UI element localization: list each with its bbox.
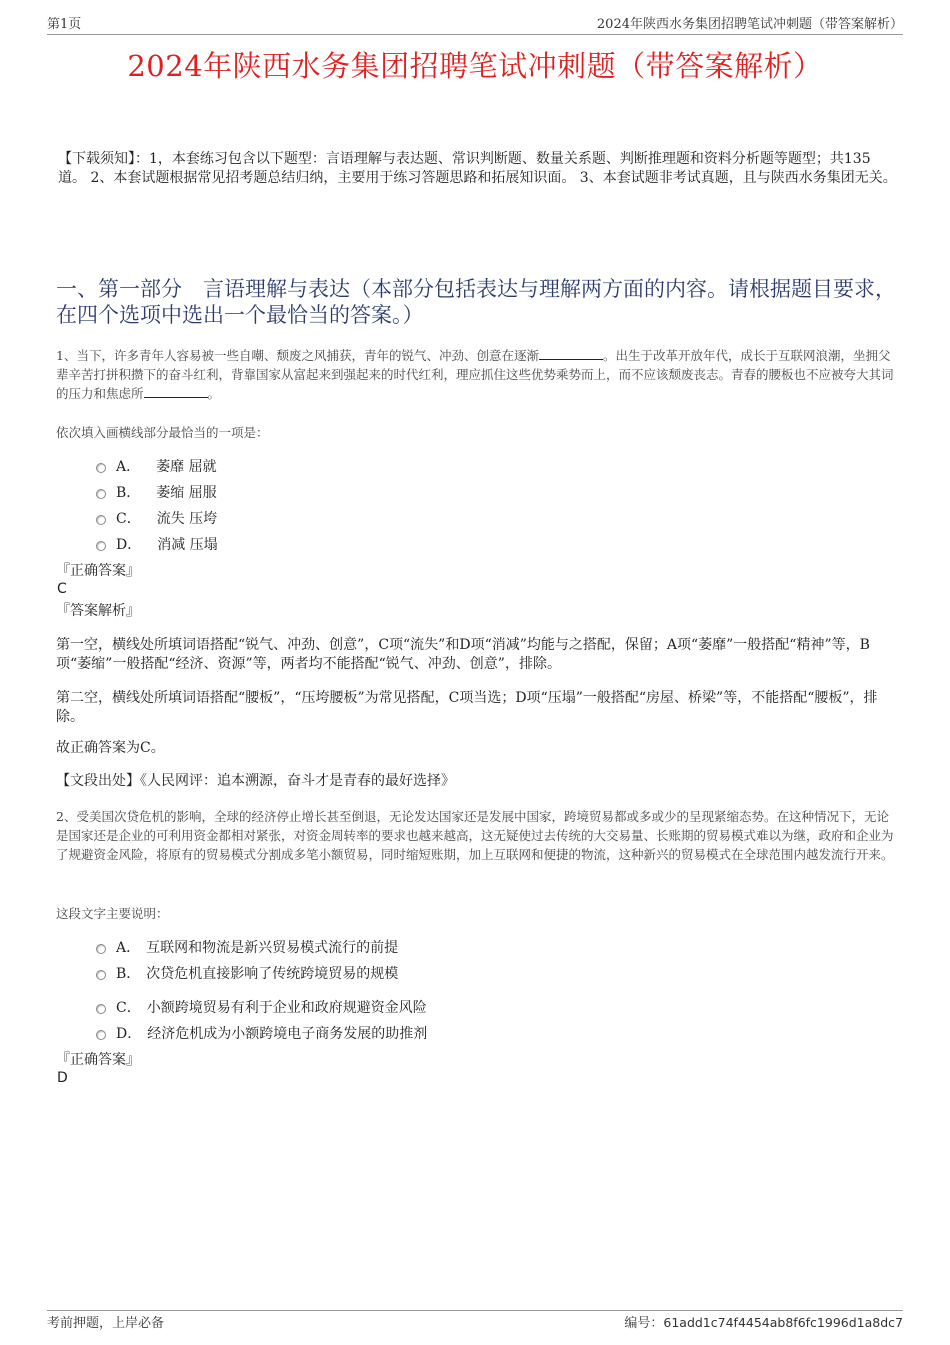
- question-1-source: 【文段出处】《人民网评：追本溯源，奋斗才是青春的最好选择》: [56, 773, 455, 789]
- download-notice: 【下载须知】：1，本套练习包含以下题型：言语理解与表达题、常识判断题、数量关系题、判断推理题和资料分析题等题型；共135道。 2、本套试题根据常见招考题总结归纳，主要用于练习答题思路和拓展知识面。 3、本套试题非考试真题，且与陕西水务集团无关。: [58, 151, 897, 186]
- question-2-option-c[interactable]: C． 小额跨境贸易有利于企业和政府规避资金风险: [96, 997, 427, 1017]
- question-2-prompt: 这段文字主要说明：: [56, 906, 169, 921]
- question-2-answer-label: 『正确答案』: [56, 1052, 140, 1068]
- page-number: 第1页: [47, 17, 82, 32]
- question-2-option-d[interactable]: D． 经济危机成为小额跨境电子商务发展的助推剂: [96, 1023, 427, 1043]
- document-title: 2024年陕西水务集团招聘笔试冲刺题（带答案解析）: [127, 49, 823, 83]
- radio-icon[interactable]: [96, 944, 106, 954]
- question-2-answer: D: [57, 1070, 68, 1086]
- footer-slogan: 考前押题，上岸必备: [47, 1316, 165, 1331]
- question-2-option-b[interactable]: B． 次贷危机直接影响了传统跨境贸易的规模: [96, 963, 398, 983]
- question-2-option-a[interactable]: A． 互联网和物流是新兴贸易模式流行的前提: [96, 937, 398, 957]
- page-header: [47, 14, 903, 35]
- radio-icon[interactable]: [96, 541, 106, 551]
- radio-icon[interactable]: [96, 970, 106, 980]
- question-1-answer-label: 『正确答案』: [56, 563, 140, 579]
- question-1-text-part3: 。: [207, 386, 221, 401]
- question-1-analysis-paragraph-1: 第一空，横线处所填词语搭配“锐气、冲劲、创意”，C项“流失”和D项“消减”均能与之搭配，保留；A项“萎靡”一般搭配“精神”等，B项“萎缩”一般搭配“经济、资源”等，两者均不能搭配“锐气、冲劲、创意”，排除。: [56, 637, 870, 672]
- footer-doc-id: 编号：61add1c74f4454ab8f6fc1996d1a8dc7: [624, 1315, 903, 1331]
- header-doc-title: 2024年陕西水务集团招聘笔试冲刺题（带答案解析）: [596, 17, 903, 32]
- radio-icon[interactable]: [96, 489, 106, 499]
- fill-blank-2: [144, 385, 208, 398]
- radio-icon[interactable]: [96, 1004, 106, 1014]
- question-1-analysis-conclusion: 故正确答案为C。: [56, 740, 165, 756]
- question-1-answer: C: [57, 581, 67, 597]
- question-1-prompt: 依次填入画横线部分最恰当的一项是：: [56, 425, 269, 440]
- question-1-analysis-paragraph-2: 第二空，横线处所填词语搭配“腰板”，“压垮腰板”为常见搭配，C项当选；D项“压塌”一般搭配“房屋、桥梁”等，不能搭配“腰板”，排除。: [56, 690, 878, 725]
- radio-icon[interactable]: [96, 1030, 106, 1040]
- question-1-analysis-label: 『答案解析』: [56, 603, 140, 619]
- section-title: 一、第一部分 言语理解与表达（本部分包括表达与理解两方面的内容。请根据题目要求，在四个选项中选出一个最恰当的答案。）: [56, 277, 896, 327]
- question-1-option-b[interactable]: B． 萎缩 屈服: [96, 482, 217, 502]
- question-1-option-c[interactable]: C． 流失 压垮: [96, 508, 217, 528]
- radio-icon[interactable]: [96, 463, 106, 473]
- question-1-option-d[interactable]: D． 消减 压塌: [96, 534, 218, 554]
- question-1-option-a[interactable]: A． 萎靡 屈就: [96, 456, 217, 476]
- question-1-text: [56, 346, 896, 403]
- question-2-text: 2、受美国次贷危机的影响，全球的经济停止增长甚至倒退，无论发达国家还是发展中国家，跨境贸易都或多或少的呈现紧缩态势。在这种情况下，无论是国家还是企业的可利用资金都相对紧张，对资金周转率的要求也越来越高，这无疑使过去传统的大交易量、长账期的贸易模式难以为继，政府和企业为了规避资金风险，将原有的贸易模式分割成多笔小额贸易，同时缩短账期，加上互联网和便捷的物流，这种新兴的贸易模式在全球范围内越发流行开来。: [56, 809, 894, 862]
- question-1-text-part2: 。出生于改革开放年代，成长于互联网浪潮，坐拥父辈辛苦打拼积攒下的奋斗红利，背靠国家从富起来到强起来的时代红利，理应抓住这些优势乘势而上，而不应该颓废丧志。青春的腰板也不应被夸大其词的压力和焦虑所: [56, 348, 894, 401]
- question-1-text-part1: 1、当下，许多青年人容易被一些自嘲、颓废之风捕获，青年的锐气、冲劲、创意在逐渐: [56, 348, 539, 363]
- fill-blank-1: [539, 347, 603, 360]
- radio-icon[interactable]: [96, 515, 106, 525]
- page-footer: [47, 1310, 903, 1331]
